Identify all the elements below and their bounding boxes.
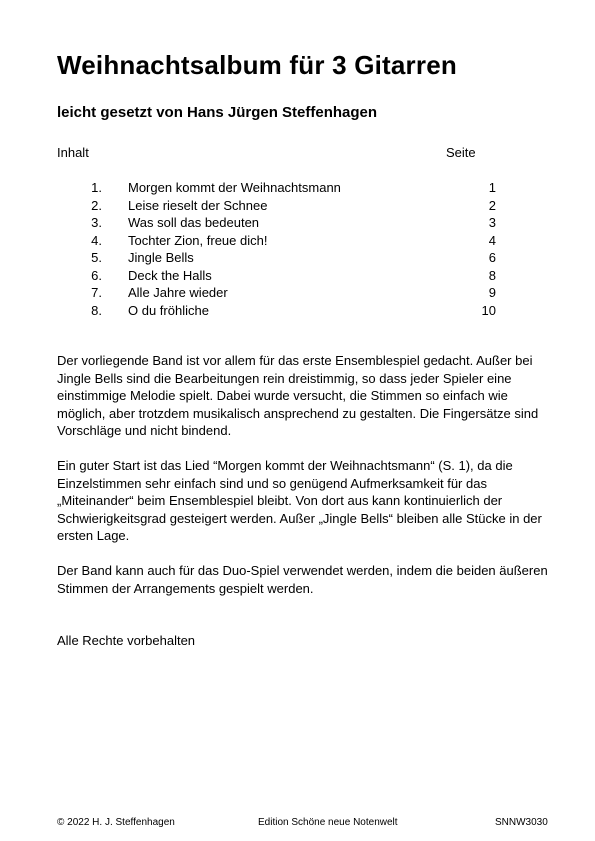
toc-page: 9 bbox=[488, 285, 496, 300]
rights-notice: Alle Rechte vorbehalten bbox=[57, 633, 196, 648]
toc-row bbox=[0, 285, 595, 303]
footer-copyright: © 2022 H. J. Steffenhagen bbox=[57, 817, 175, 828]
footer-catalog-number: SNNW3030 bbox=[495, 817, 548, 828]
toc-title: Morgen kommt der Weihnachtsmann bbox=[128, 180, 341, 195]
toc-row bbox=[0, 180, 595, 198]
toc-number: 8. bbox=[91, 302, 102, 318]
toc-page: 1 bbox=[488, 180, 496, 195]
toc-title: Jingle Bells bbox=[128, 250, 194, 265]
toc-title: O du fröhliche bbox=[128, 302, 209, 318]
toc-number: 2. bbox=[91, 197, 102, 213]
toc-page: 2 bbox=[488, 197, 496, 213]
toc-title: Deck the Halls bbox=[128, 267, 212, 283]
page-subtitle: leicht gesetzt von Hans Jürgen Steffenhagen bbox=[57, 104, 378, 121]
toc-row bbox=[0, 233, 595, 251]
toc-number: 4. bbox=[91, 232, 102, 248]
toc-number: 1. bbox=[91, 180, 102, 195]
intro-paragraph: Der vorliegende Band ist vor allem für das erste Ensemblespiel gedacht. Außer bei Jingle Bells sind die Bearbeitungen rein dreistimmig, so dass jeder Spieler eine einstimmige Melodie spielt. Dabei wurde versucht, die Stimmen so einfach wie möglich, aber trotzdem musikalisch ansprechend zu gestalten. Die Fingersätze sind Vorschläge und nicht bindend. bbox=[57, 353, 539, 438]
toc-row bbox=[0, 268, 595, 286]
page-title: Weihnachtsalbum für 3 Gitarren bbox=[57, 50, 457, 80]
toc-title: Leise rieselt der Schnee bbox=[128, 197, 268, 213]
toc-page: 8 bbox=[488, 267, 496, 283]
toc-title: Alle Jahre wieder bbox=[128, 285, 228, 300]
toc-number: 6. bbox=[91, 267, 102, 283]
toc-page: 4 bbox=[488, 232, 496, 248]
toc-title: Tochter Zion, freue dich! bbox=[128, 232, 268, 248]
toc-number: 3. bbox=[91, 215, 102, 230]
footer-publisher: Edition Schöne neue Notenwelt bbox=[258, 817, 398, 828]
toc-number: 5. bbox=[91, 250, 102, 265]
toc-title: Was soll das bedeuten bbox=[128, 215, 260, 230]
toc-page: 3 bbox=[488, 215, 496, 230]
toc-header-page: Seite bbox=[446, 145, 476, 160]
toc-row bbox=[0, 198, 595, 216]
toc-page: 10 bbox=[481, 302, 496, 318]
toc-page: 6 bbox=[488, 250, 496, 265]
toc-header-contents: Inhalt bbox=[57, 145, 89, 160]
table-of-contents bbox=[0, 180, 595, 320]
toc-row bbox=[0, 250, 595, 268]
toc-row bbox=[0, 215, 595, 233]
toc-number: 7. bbox=[91, 285, 102, 300]
duo-paragraph: Der Band kann auch für das Duo-Spiel verwendet werden, indem die beiden äußeren Stimmen der Arrangements gespielt werden. bbox=[57, 563, 548, 596]
toc-row bbox=[0, 303, 595, 321]
start-paragraph: Ein guter Start ist das Lied “Morgen kommt der Weihnachtsmann“ (S. 1), da die Einzelstimmen sehr einfach sind und so genügend Aufmerksamkeit für das „Miteinander“ beim Ensemblespiel bleibt. Von dort aus kann kontinuierlich der Schwierigkeitsgrad gesteigert werden. Außer „Jingle Bells“ bleiben alle Stücke in der ersten Lage. bbox=[57, 458, 542, 543]
